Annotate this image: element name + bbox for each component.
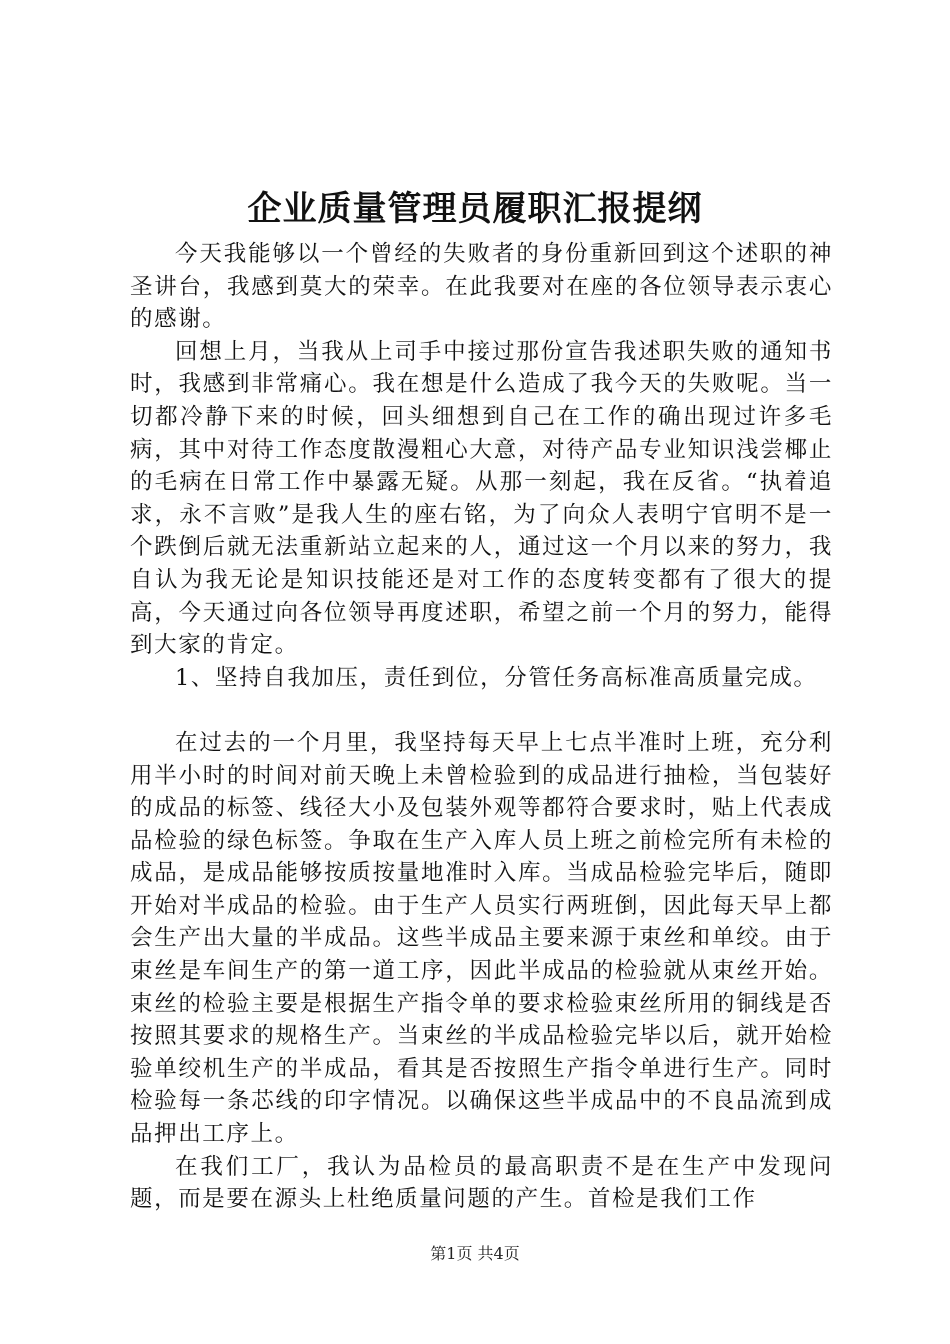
paragraph-daily-inspection: 在过去的一个月里，我坚持每天早上七点半准时上班，充分利用半小时的时间对前天晚上未曾检验到的成品进行抽检，当包装好的成品的标签、线径大小及包装外观等都符合要求时，贴上代表成品检验的绿色标签。争取在生产入库人员上班之前检完所有未检的成品，是成品能够按质按量地准时入库。当成品检验完毕后，随即开始对半成品的检验。由于生产人员实行两班倒，因此每天早上都会生产出大量的半成品。这些半成品主要来源于束丝和单绞。由于束丝是车间生产的第一道工序，因此半成品的检验就从束丝开始。束丝的检验主要是根据生产指令单的要求检验束丝所用的铜线是否按照其要求的规格生产。当束丝的半成品检验完毕以后，就开始检验单绞机生产的半成品，看其是否按照生产指令单进行生产。同时检验每一条芯线的印字情况。以确保这些半成品中的不良品流到成品押出工序上。 xyxy=(130,729,833,1148)
paragraph-reflection: 回想上月，当我从上司手中接过那份宣告我述职失败的通知书时，我感到非常痛心。我在想是什么造成了我今天的失败呢。当一切都冷静下来的时候，回头细想到自己在工作的确出现过许多毛病，其中对待工作态度散漫粗心大意，对待产品专业知识浅尝椰止的毛病在日常工作中暴露无疑。从那一刻起，我在反省。“执着追求，永不言败”是我人生的座右铭，为了向众人表明宁官明不是一个跌倒后就无法重新站立起来的人，通过这一个月以来的努力，我自认为我无论是知识技能还是对工作的态度转变都有了很大的提高，今天通过向各位领导再度述职，希望之前一个月的努力，能得到大家的肯定。 xyxy=(130,338,833,659)
section-heading-1: 1、坚持自我加压，责任到位，分管任务高标准高质量完成。 xyxy=(175,664,818,691)
document-body xyxy=(130,238,833,1216)
paragraph-intro: 今天我能够以一个曾经的失败者的身份重新回到这个述职的神圣讲台，我感到莫大的荣幸。在此我要对在座的各位领导表示衷心的感谢。 xyxy=(130,241,833,333)
paragraph-quality-duty: 在我们工厂，我认为品检员的最高职责不是在生产中发现问题，而是要在源头上杜绝质量问题的产生。首检是我们工作 xyxy=(130,1153,833,1213)
document-title: 企业质量管理员履职汇报提纲 xyxy=(247,189,703,229)
page-number-footer: 第1页 共4页 xyxy=(430,1244,520,1263)
